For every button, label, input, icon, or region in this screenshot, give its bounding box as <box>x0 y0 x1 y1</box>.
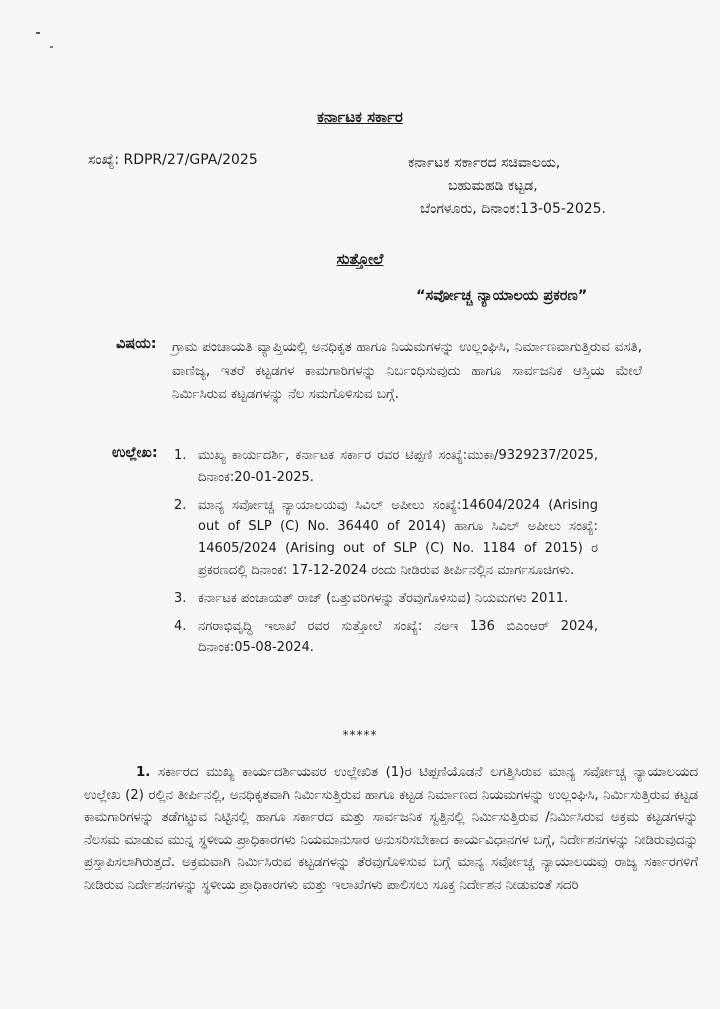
body-paragraph <box>84 762 698 897</box>
paragraph-number: 1. <box>136 765 151 780</box>
subject-label: ವಿಷಯ: <box>116 336 157 352</box>
reference-item <box>174 616 598 660</box>
address-line-2: ಬಹುಮಹಡಿ ಕಟ್ಟಡ, <box>448 178 538 194</box>
document-title: ಕರ್ನಾಟಕ ಸರ್ಕಾರ <box>317 108 403 126</box>
case-heading: “ಸರ್ವೋಚ್ಚ ನ್ಯಾಯಾಲಯ ಪ್ರಕರಣ” <box>416 288 588 304</box>
reference-number-4: 4. <box>174 618 187 634</box>
reference-list <box>174 445 598 665</box>
reference-number-1: 1. <box>174 448 187 463</box>
paragraph-text: ಸರ್ಕಾರದ ಮುಖ್ಯ ಕಾರ್ಯದರ್ಶಿಯವರ ಉಲ್ಲೇಖಿತ (1)ರ ಟಿಪ್ಪಣಿಯೊಡನೆ ಲಗತ್ತಿಸಿರುವ ಮಾನ್ಯ ಸರ್ವೋಚ್ಚ ನ್ಯಾಯಾಲಯದ ಉಲ್ಲೇಖ (2) ರಲ್ಲಿನ ತೀರ್ಪಿನಲ್ಲಿ, ಅನಧಿಕೃತವಾಗಿ ನಿರ್ಮಿಸುತ್ತಿರುವ ಹಾಗೂ ಕಟ್ಟಡ ನಿರ್ಮಾಣದ ನಿಯಮಗಳನ್ನು ಉಲ್ಲಂಘಿಸಿ, ನಿರ್ಮಿಸುತ್ತಿರುವ ಕಟ್ಟಡ ಕಾಮಗಾರಿಗಳನ್ನು ತಡೆಗಟ್ಟುವ ನಿಟ್ಟಿನಲ್ಲಿ ಹಾಗೂ ಸರ್ಕಾರದ ಮತ್ತು ಸಾರ್ವಜನಿಕ ಸ್ವತ್ತಿನಲ್ಲಿ ನಿರ್ಮಿಸುತ್ತಿರುವ /ನಿರ್ಮಿಸಿರುವ ಅಕ್ರಮ ಕಟ್ಟಡಗಳನ್ನು ನೆಲಸಮ ಮಾಡುವ ಮುನ್ನ ಸ್ಥಳೀಯ ಪ್ರಾಧಿಕಾರಗಳು ನಿಯಮಾನುಸಾರ ಅನುಸರಿಸಬೇಕಾದ ಕಾರ್ಯವಿಧಾನಗಳ ಬಗ್ಗೆ, ನಿರ್ದೇಶನಗಳನ್ನು ನೀಡಿರುವುದನ್ನು ಪ್ರಸ್ತಾಪಿಸಲಾಗಿರುತ್ತದೆ. ಅಕ್ರಮವಾಗಿ ನಿರ್ಮಿಸಿರುವ ಕಟ್ಟಡಗಳನ್ನು ತೆರವುಗೊಳಿಸುವ ಬಗ್ಗೆ ಮಾನ್ಯ ಸರ್ವೋಚ್ಚ ನ್ಯಾಯಾಲಯವು ರಾಜ್ಯ ಸರ್ಕಾರಗಳಿಗೆ ನೀಡಿರುವ ನಿರ್ದೇಶನಗಳನ್ನು ಸ್ಥಳೀಯ ಪ್ರಾಧಿಕಾರಗಳು ಮತ್ತು ಇಲಾಖೆಗಳು ಪಾಲಿಸಲು ಸೂಕ್ತ ನಿರ್ದೇಶನ ನೀಡುವಂತೆ ಸದರಿ <box>84 765 698 893</box>
scan-speck <box>36 32 40 34</box>
section-separator: ***** <box>342 728 378 742</box>
reference-item <box>174 495 598 582</box>
scan-speck <box>50 46 53 48</box>
reference-text-4: ನಗರಾಭಿವೃದ್ಧಿ ಇಲಾಖೆ ರವರ ಸುತ್ತೋಲೆ ಸಂಖ್ಯೆ: ನಅಇ 136 ಬಿಎಂಆರ್ 2024, ದಿನಾಂಕ:05-08-2024. <box>198 618 598 656</box>
circular-heading: ಸುತ್ತೋಲೆ <box>336 250 384 268</box>
address-line-3: ಬೆಂಗಳೂರು, ದಿನಾಂಕ:13-05-2025. <box>420 201 606 217</box>
reference-item <box>174 445 598 489</box>
reference-text-3: ಕರ್ನಾಟಕ ಪಂಚಾಯತ್ ರಾಜ್ (ಒತ್ತುವರಿಗಳನ್ನು ತೆರವುಗೊಳಿಸುವ) ನಿಯಮಗಳು 2011. <box>198 590 569 606</box>
reference-number-3: 3. <box>174 590 187 606</box>
address-line-1: ಕರ್ನಾಟಕ ಸರ್ಕಾರದ ಸಚಿವಾಲಯ, <box>408 155 561 171</box>
reference-text-1: ಮುಖ್ಯ ಕಾರ್ಯದರ್ಶಿ, ಕರ್ನಾಟಕ ಸರ್ಕಾರ ರವರ ಟಿಪ್ಪಣಿ ಸಂಖ್ಯೆ:ಮುಕಾ/9329237/2025, ದಿನಾಂಕ:20-01-2025. <box>198 448 598 485</box>
reference-item <box>174 588 598 610</box>
reference-text-2: ಮಾನ್ಯ ಸರ್ವೋಚ್ಚ ನ್ಯಾಯಾಲಯವು ಸಿವಿಲ್ ಅಪೀಲು ಸಂಖ್ಯೆ:14604/2024 (Arising out of SLP (C) No. 36440 of 2014) ಹಾಗೂ ಸಿವಿಲ್ ಅಪೀಲು ಸಂಖ್ಯೆ: 14605/2024 (Arising out of SLP (C) No. 1184 of 2015) ರ ಪ್ರಕರಣದಲ್ಲಿ ದಿನಾಂಕ: 17-12-2024 ರಂದು ನೀಡಿರುವ ತೀರ್ಪಿನಲ್ಲಿನ ಮಾರ್ಗಸೂಚಿಗಳು. <box>198 497 598 578</box>
office-address <box>408 152 606 221</box>
reference-number-2: 2. <box>174 497 187 513</box>
reference-label: ಉಲ್ಲೇಖ: <box>112 445 158 461</box>
subject-text: ಗ್ರಾಮ ಪಂಚಾಯತಿ ವ್ಯಾಪ್ತಿಯಲ್ಲಿ ಅನಧಿಕೃತ ಹಾಗೂ ನಿಯಮಗಳನ್ನು ಉಲ್ಲಂಘಿಸಿ, ನಿರ್ಮಾಣವಾಗುತ್ತಿರುವ ವಸತಿ, ವಾಣಿಜ್ಯ, ಇತರೆ ಕಟ್ಟಡಗಳ ಕಾಮಗಾರಿಗಳನ್ನು ನಿರ್ಬಂಧಿಸುವುದು ಹಾಗೂ ಸಾರ್ವಜನಿಕ ಆಸ್ತಿಯ ಮೇಲೆ ನಿರ್ಮಿಸಿರುವ ಕಟ್ಟಡಗಳನ್ನು ನೆಲ ಸಮಗೊಳಿಸುವ ಬಗ್ಗೆ. <box>172 339 642 402</box>
reference-number: ಸಂಖ್ಯೆ: RDPR/27/GPA/2025 <box>88 152 258 168</box>
